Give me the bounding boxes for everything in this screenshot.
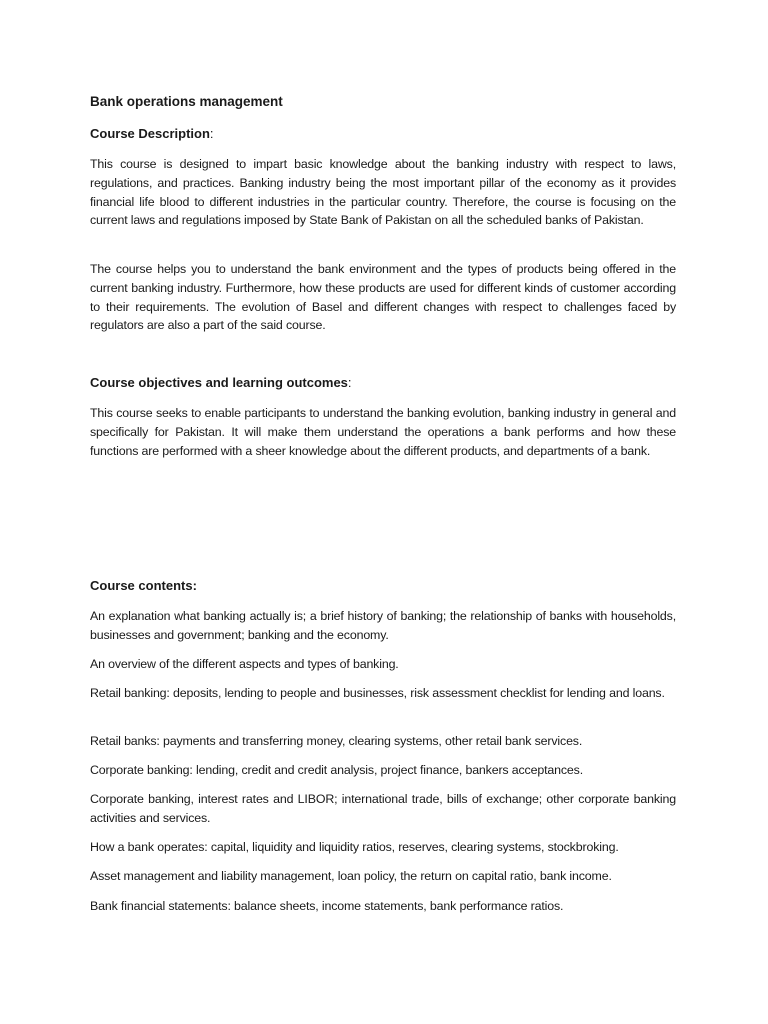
course-contents-heading: Course contents:	[90, 578, 197, 593]
course-contents-item: Corporate banking, interest rates and LIBOR; international trade, bills of exchange; other corporate banking activities and services.	[90, 792, 676, 825]
course-contents-item: Bank financial statements: balance sheets, income statements, bank performance ratios.	[90, 899, 564, 913]
course-contents-item: Retail banking: deposits, lending to people and businesses, risk assessment checklist for lending and loans.	[90, 686, 665, 700]
course-contents-item: Retail banks: payments and transferring money, clearing systems, other retail bank services.	[90, 734, 583, 748]
course-contents-item: Corporate banking: lending, credit and credit analysis, project finance, bankers acceptances.	[90, 763, 583, 777]
course-contents-item: Asset management and liability management, loan policy, the return on capital ratio, bank income.	[90, 869, 612, 883]
course-description-heading-colon: :	[209, 126, 214, 141]
course-objectives-heading	[90, 374, 352, 392]
course-description-paragraph-2: The course helps you to understand the bank environment and the types of products being offered in the current banking industry. Furthermore, how these products are used for different kinds of customer according to their requirements. The evolution of Basel and different changes with respect to challenges faced by regulators are also a part of the said course.	[90, 262, 676, 333]
course-objectives-paragraph: This course seeks to enable participants to understand the banking evolution, banking industry in general and specifically for Pakistan. It will make them understand the operations a bank performs and how these functions are performed with a sheer knowledge about the different products, and departments of a bank.	[90, 406, 676, 458]
course-description-heading-text: Course Description	[90, 126, 210, 141]
course-contents-item: How a bank operates: capital, liquidity and liquidity ratios, reserves, clearing systems, stockbroking.	[90, 840, 619, 854]
course-description-heading	[90, 125, 214, 143]
course-contents-item: An overview of the different aspects and types of banking.	[90, 657, 399, 671]
course-contents-item: An explanation what banking actually is; a brief history of banking; the relationship of banks with households, businesses and government; banking and the economy.	[90, 609, 676, 642]
course-description-paragraph-1: This course is designed to impart basic knowledge about the banking industry with respect to laws, regulations, and practices. Banking industry being the most important pillar of the economy as it provides financial life blood to different industries in the particular country. Therefore, the course is focusing on the current laws and regulations imposed by State Bank of Pakistan on all the scheduled banks of Pakistan.	[90, 157, 676, 228]
course-objectives-heading-text: Course objectives and learning outcomes	[90, 375, 348, 390]
course-objectives-heading-colon: :	[347, 375, 352, 390]
document-title: Bank operations management	[90, 94, 283, 109]
